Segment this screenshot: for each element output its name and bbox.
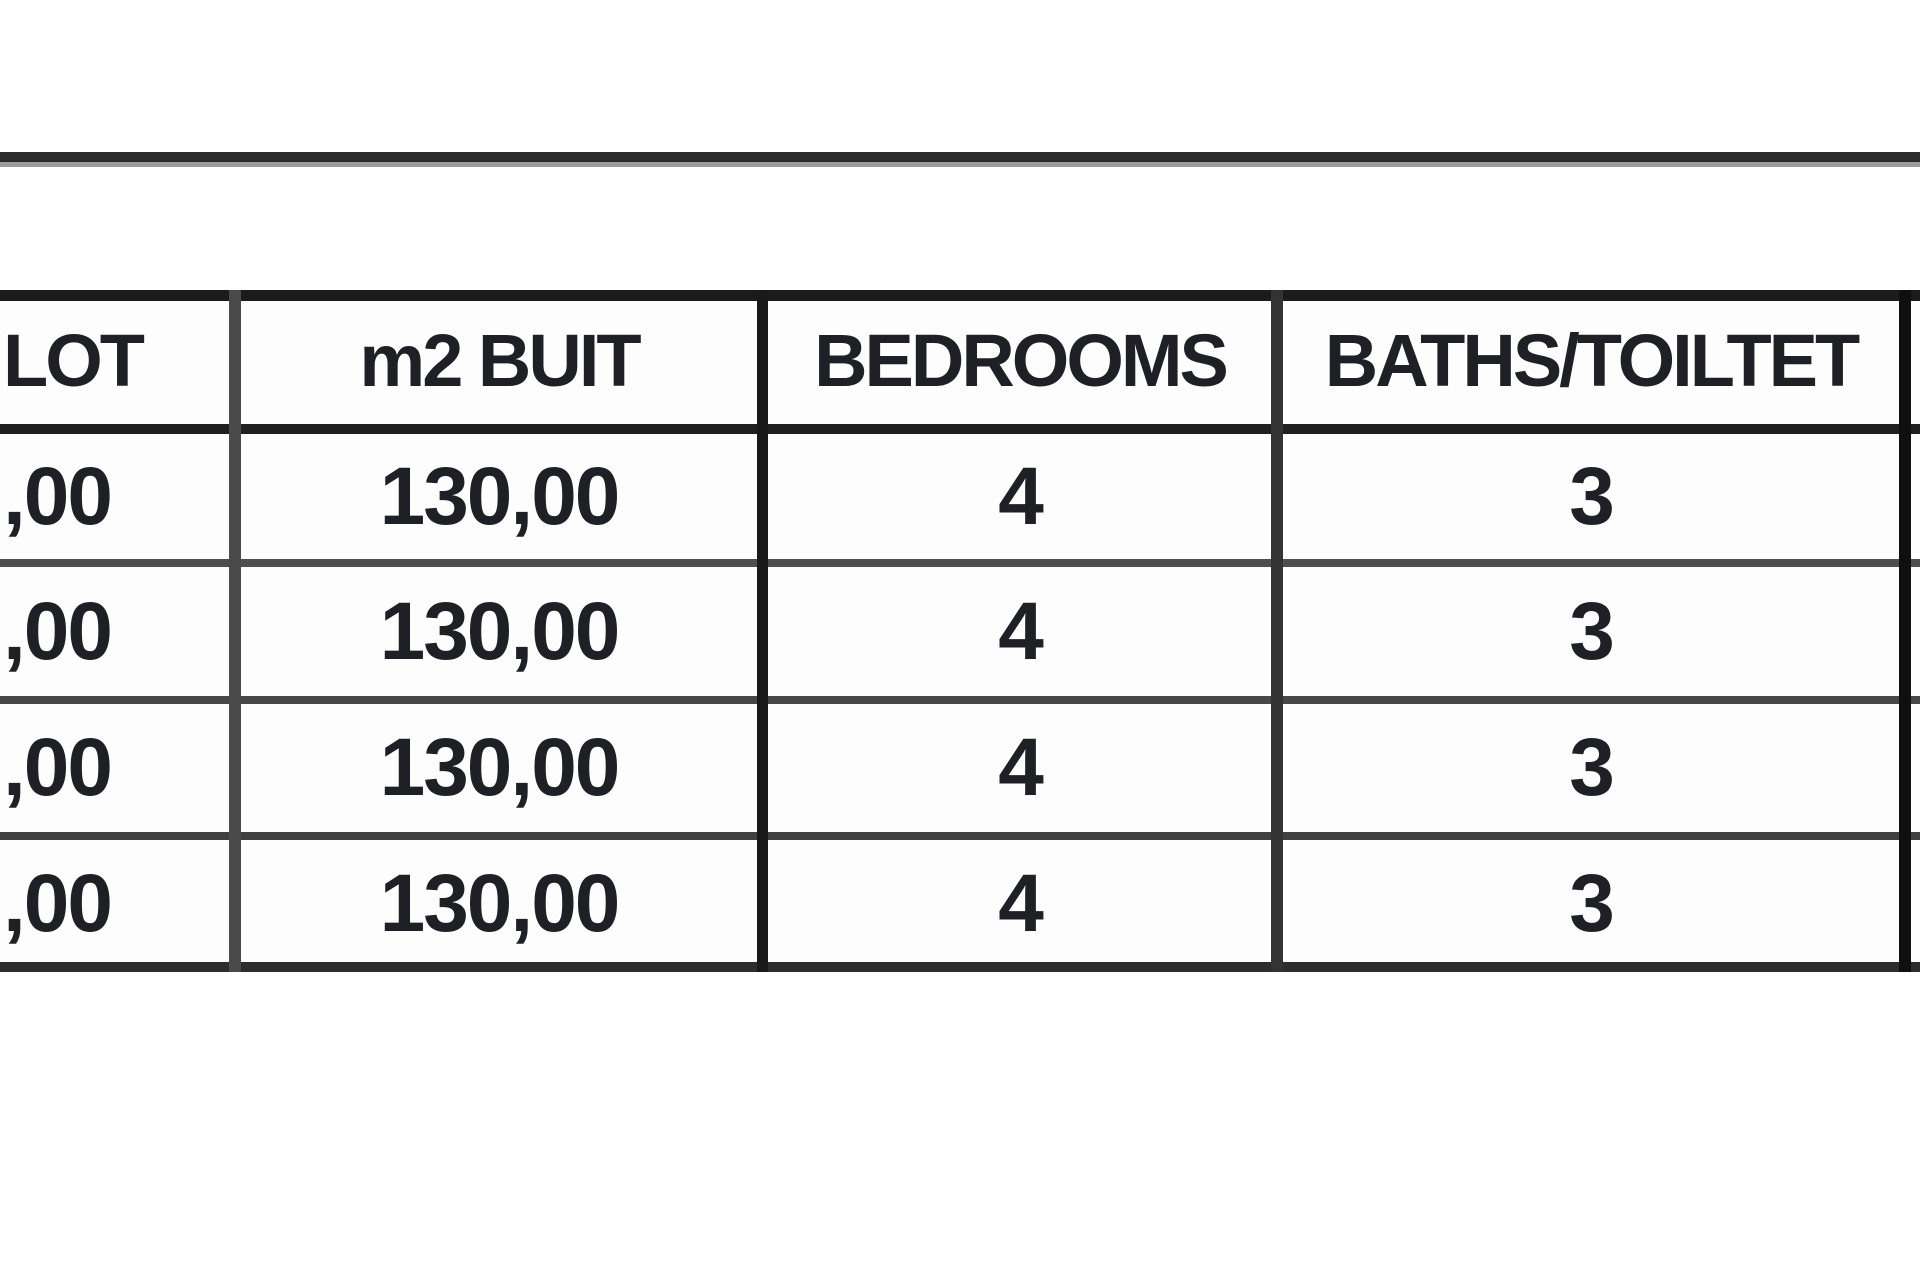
- horizontal-rule: [0, 152, 1920, 162]
- header-cell-bedrooms: BEDROOMS: [814, 318, 1226, 402]
- horizontal-rule-shadow: [0, 162, 1920, 167]
- table-cell-baths-toilet: 3: [1569, 858, 1613, 949]
- table-cell-lot: ,00: [3, 586, 111, 677]
- table-cell-bedrooms: 4: [998, 586, 1042, 677]
- property-table-grid: [0, 290, 1920, 972]
- header-cell-lot: LOT: [3, 318, 142, 402]
- table-row-separator: [0, 559, 1920, 567]
- table-cell-lot: ,00: [3, 451, 111, 542]
- table-column-border: [1899, 290, 1911, 972]
- property-table: [0, 290, 1920, 972]
- table-cell-baths-toilet: 3: [1569, 451, 1613, 542]
- header-cell-m2-built: m2 BUIT: [359, 318, 639, 402]
- table-cell-m2-built: 130,00: [379, 451, 619, 542]
- table-column-border: [757, 290, 768, 972]
- table-cell-bedrooms: 4: [998, 858, 1042, 949]
- header-cell-baths-toilet: BATHS/TOILTET: [1324, 318, 1858, 402]
- table-cell-bedrooms: 4: [998, 451, 1042, 542]
- table-border-header-bottom: [0, 424, 1920, 434]
- table-cell-m2-built: 130,00: [379, 586, 619, 677]
- table-border-bottom: [0, 962, 1920, 972]
- table-cell-bedrooms: 4: [998, 722, 1042, 813]
- table-cell-baths-toilet: 3: [1569, 722, 1613, 813]
- table-row-separator: [0, 696, 1920, 704]
- table-border-top: [0, 290, 1920, 301]
- table-cell-lot: ,00: [3, 722, 111, 813]
- table-row-separator: [0, 832, 1920, 840]
- table-column-border: [1271, 290, 1283, 972]
- table-cell-lot: ,00: [3, 858, 111, 949]
- table-cell-baths-toilet: 3: [1569, 586, 1613, 677]
- table-column-border: [229, 290, 241, 972]
- table-cell-m2-built: 130,00: [379, 858, 619, 949]
- table-cell-m2-built: 130,00: [379, 722, 619, 813]
